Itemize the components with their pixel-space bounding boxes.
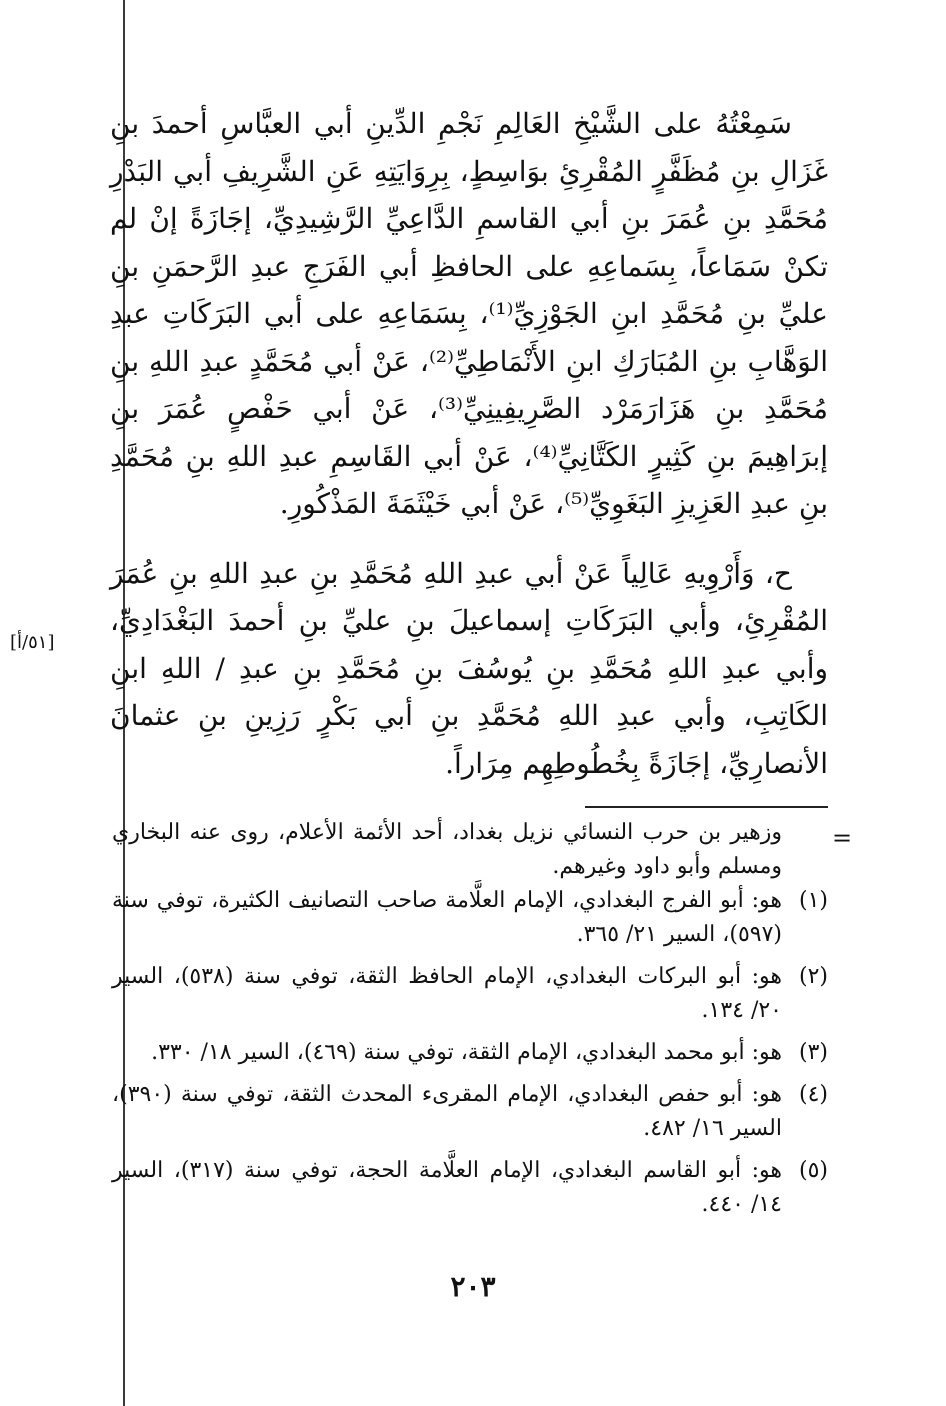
footnote-5 [112,1154,828,1222]
footnote-separator [585,806,828,808]
footnote-text: هو: أبو محمد البغدادي، الإمام الثقة، توفي سنة (٤٦٩)، السير ١٨/ ٣٣٠. [151,1040,782,1065]
footnote-number: (٤) [798,1082,828,1107]
footnote-number: (١) [798,888,828,913]
footnote-continued [112,816,828,884]
footnote-1 [112,884,828,952]
paragraph-isnad-2: ح، وَأَرْوِيهِ عَالِياً عَنْ أبي عبدِ اللهِ مُحَمَّدِ بنِ عبدِ اللهِ بنِ عُمَرَ المُقْرِئِ، وأبي البَرَكَاتِ إسماعيلَ بنِ عليِّ بنِ أحمدَ البَغْدَادِيِّ، وأبي عبدِ اللهِ مُحَمَّدِ بنِ يُوسُفَ بنِ مُحَمَّدِ بنِ عبدِ / اللهِ ابنِ الكَاتِبِ، وأبي عبدِ اللهِ مُحَمَّدِ بنِ أبي بَكْرٍ رَزِينِ بنِ عثمانَ الأنصارِيِّ، إجَازَةً بِخُطُوطِهِم مِرَاراً. [110,556,828,780]
footnote-continued-text: وزهير بن حرب النسائي نزيل بغداد، أحد الأئمة الأعلام، روى عنه البخاري ومسلم وأبو داود وغيرهم. [112,820,782,879]
main-text [110,100,828,787]
footnote-4 [112,1078,828,1146]
footnote-number: (٣) [798,1040,828,1065]
footnote-2 [112,960,828,1028]
footnotes [112,816,828,1222]
footnote-continuation-marker: = [832,824,853,852]
footnote-text: هو: أبو القاسم البغدادي، الإمام العلَّامة الحجة، توفي سنة (٣١٧)، السير ١٤/ ٤٤٠. [112,1158,782,1217]
footnote-text: هو: أبو البركات البغدادي، الإمام الحافظ الثقة، توفي سنة (٥٣٨)، السير ٢٠/ ١٣٤. [112,964,782,1023]
footnote-text: هو: أبو الفرج البغدادي، الإمام العلَّامة صاحب التصانيف الكثيرة، توفي سنة (٥٩٧)، السير ٢١/ ٣٦٥. [112,888,782,947]
page-number: ٢٠٣ [450,1270,496,1303]
paragraph-isnad-1: سَمِعْتُهُ على الشَّيْخِ العَالِمِ نَجْمِ الدِّينِ أبي العبَّاسِ أحمدَ بنِ غَزَالِ بنِ مُظَفَّرٍ المُقْرِئِ بوَاسِطٍ، بِرِوَايَتِهِ عَنِ الشَّرِيفِ أبي البَدْرِ مُحَمَّدِ بنِ عُمَرَ بنِ أبي القاسمِ الدَّاعِيِّ الرَّشِيدِيِّ، إجَازَةً إنْ لم تكنْ سَمَاعاً، بِسَماعِهِ على الحافظِ أبي الفَرَجِ عبدِ الرَّحمَنِ بنِ عليِّ بنِ مُحَمَّدِ ابنِ الجَوْزِيِّ⁽¹⁾، بِسَمَاعِهِ على أبي البَرَكَاتِ عبدِ الوَهَّابِ بنِ المُبَارَكِ ابنِ الأَنْمَاطِيِّ⁽²⁾، عَنْ أبي مُحَمَّدٍ عبدِ اللهِ بنِ مُحَمَّدِ بنِ هَزَارَمَرْد الصَّرِيفِينِيِّ⁽³⁾، عَنْ أبي حَفْصٍ عُمَرَ بنِ إبرَاهِيمَ بنِ كَثِيرٍ الكَتَّانِيِّ⁽⁴⁾، عَنْ أبي القَاسِمِ عبدِ اللهِ بنِ مُحَمَّدِ بنِ عبدِ العَزِيزِ البَغَوِيِّ⁽⁵⁾، عَنْ أبي خَيْثَمَةَ المَذْكُورِ. [110,107,828,520]
footnote-text: هو: أبو حفص البغدادي، الإمام المقرىء المحدث الثقة، توفي سنة (٣٩٠)، السير ١٦/ ٤٨٢. [112,1082,782,1141]
footnote-3 [112,1036,828,1070]
footnote-number: (٥) [798,1158,828,1183]
folio-marker: [٥١/أ] [10,632,55,653]
footnote-number: (٢) [798,964,828,989]
